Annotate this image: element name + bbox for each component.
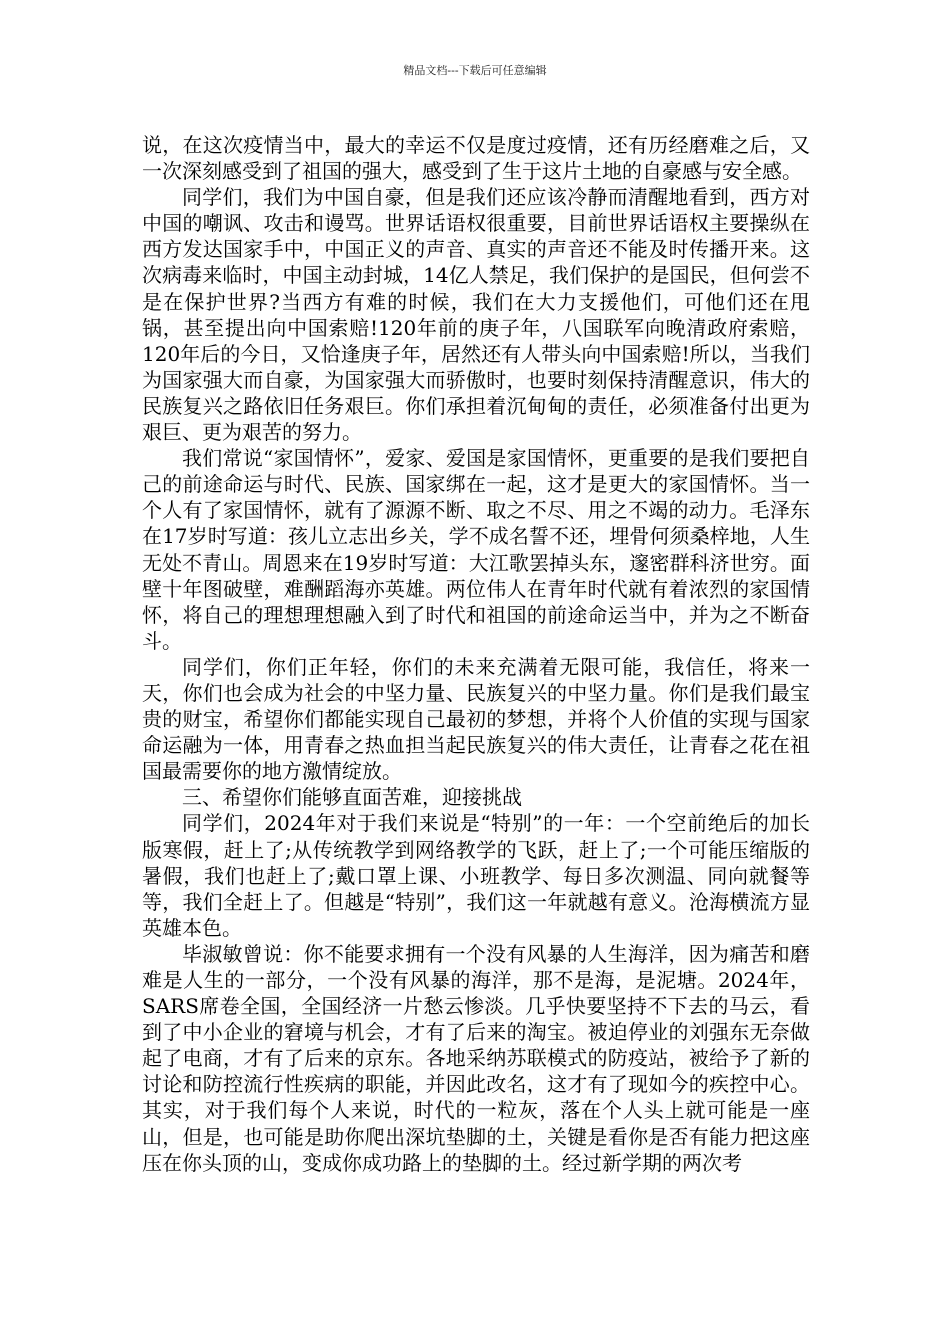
section-heading: 三、希望你们能够直面苦难，迎接挑战 — [182, 785, 522, 810]
paragraph: 同学们，我们为中国自豪，但是我们还应该冷静而清醒地看到，西方对中国的嘲讽、攻击和谩骂。世界话语权很重要，目前世界话语权主要操纵在西方发达国家手中，中国正义的声音、真实的声音还不能及时传播开来。这次病毒来临时，中国主动封城，14亿人禁足，我们保护的是国民，但何尝不是在保护世界?当西方有难的时候，我们在大力支援他们，可他们还在甩锅，甚至提出向中国索赔!120年前的庚子年，八国联军向晚清政府索赔，120年后的今日，又恰逢庚子年，居然还有人带头向中国索赔!所以，当我们为国家强大而自豪，为国家强大而骄傲时，也要时刻保持清醒意识，伟大的民族复兴之路依旧任务艰巨。你们承担着沉甸甸的责任，必须准备付出更为艰巨、更为艰苦的努力。 — [142, 185, 810, 445]
page-header: 精品文档---下载后可任意编辑 — [403, 64, 547, 77]
paragraph-continuation: 说，在这次疫情当中，最大的幸运不仅是度过疫情，还有历经磨难之后，又一次深刻感受到了祖国的强大，感受到了生于这片土地的自豪感与安全感。 — [142, 133, 810, 184]
paragraph: 毕淑敏曾说：你不能要求拥有一个没有风暴的人生海洋，因为痛苦和磨难是人生的一部分，一个没有风暴的海洋，那不是海，是泥塘。2024年，SARS席卷全国，全国经济一片愁云惨淡。几乎快要坚持不下去的马云，看到了中小企业的窘境与机会，才有了后来的淘宝。被迫停业的刘强东无奈做起了电商，才有了后来的京东。各地采纳苏联模式的防疫站，被给予了新的讨论和防控流行性疾病的职能，并因此改名，这才有了现如今的疾控中心。其实，对于我们每个人来说，时代的一粒灰，落在个人头上就可能是一座山，但是，也可能是助你爬出深坑垫脚的土，关键是看你是否有能力把这座压在你头顶的山，变成你成功路上的垫脚的土。经过新学期的两次考 — [142, 941, 810, 1175]
paragraph: 同学们，你们正年轻，你们的未来充满着无限可能，我信任，将来一天，你们也会成为社会的中坚力量、民族复兴的中坚力量。你们是我们最宝贵的财宝，希望你们都能实现自己最初的梦想，并将个人价值的实现与国家命运融为一体，用青春之热血担当起民族复兴的伟大责任，让青春之花在祖国最需要你的地方激情绽放。 — [142, 654, 810, 784]
paragraph: 我们常说“家国情怀”，爱家、爱国是家国情怀，更重要的是我们要把自己的前途命运与时代、民族、国家绑在一起，这才是更大的家国情怀。当一个人有了家国情怀，就有了源源不断、取之不尽、用之不竭的动力。毛泽东在17岁时写道：孩儿立志出乡关，学不成名誓不还，埋骨何须桑梓地，人生无处不青山。周恩来在19岁时写道：大江歌罢掉头东，邃密群科济世穷。面壁十年图破壁，难酬蹈海亦英雄。两位伟人在青年时代就有着浓烈的家国情怀，将自己的理想理想融入到了时代和祖国的前途命运当中，并为之不断奋斗。 — [142, 446, 810, 653]
document-body — [142, 132, 810, 1176]
paragraph: 同学们，2024年对于我们来说是“特别”的一年：一个空前绝后的加长版寒假，赶上了;从传统教学到网络教学的飞跃，赶上了;一个可能压缩版的暑假，我们也赶上了;戴口罩上课、小班教学、每日多次测温、同向就餐等等，我们全赶上了。但越是“特别”，我们这一年就越有意义。沧海横流方显英雄本色。 — [142, 811, 810, 940]
